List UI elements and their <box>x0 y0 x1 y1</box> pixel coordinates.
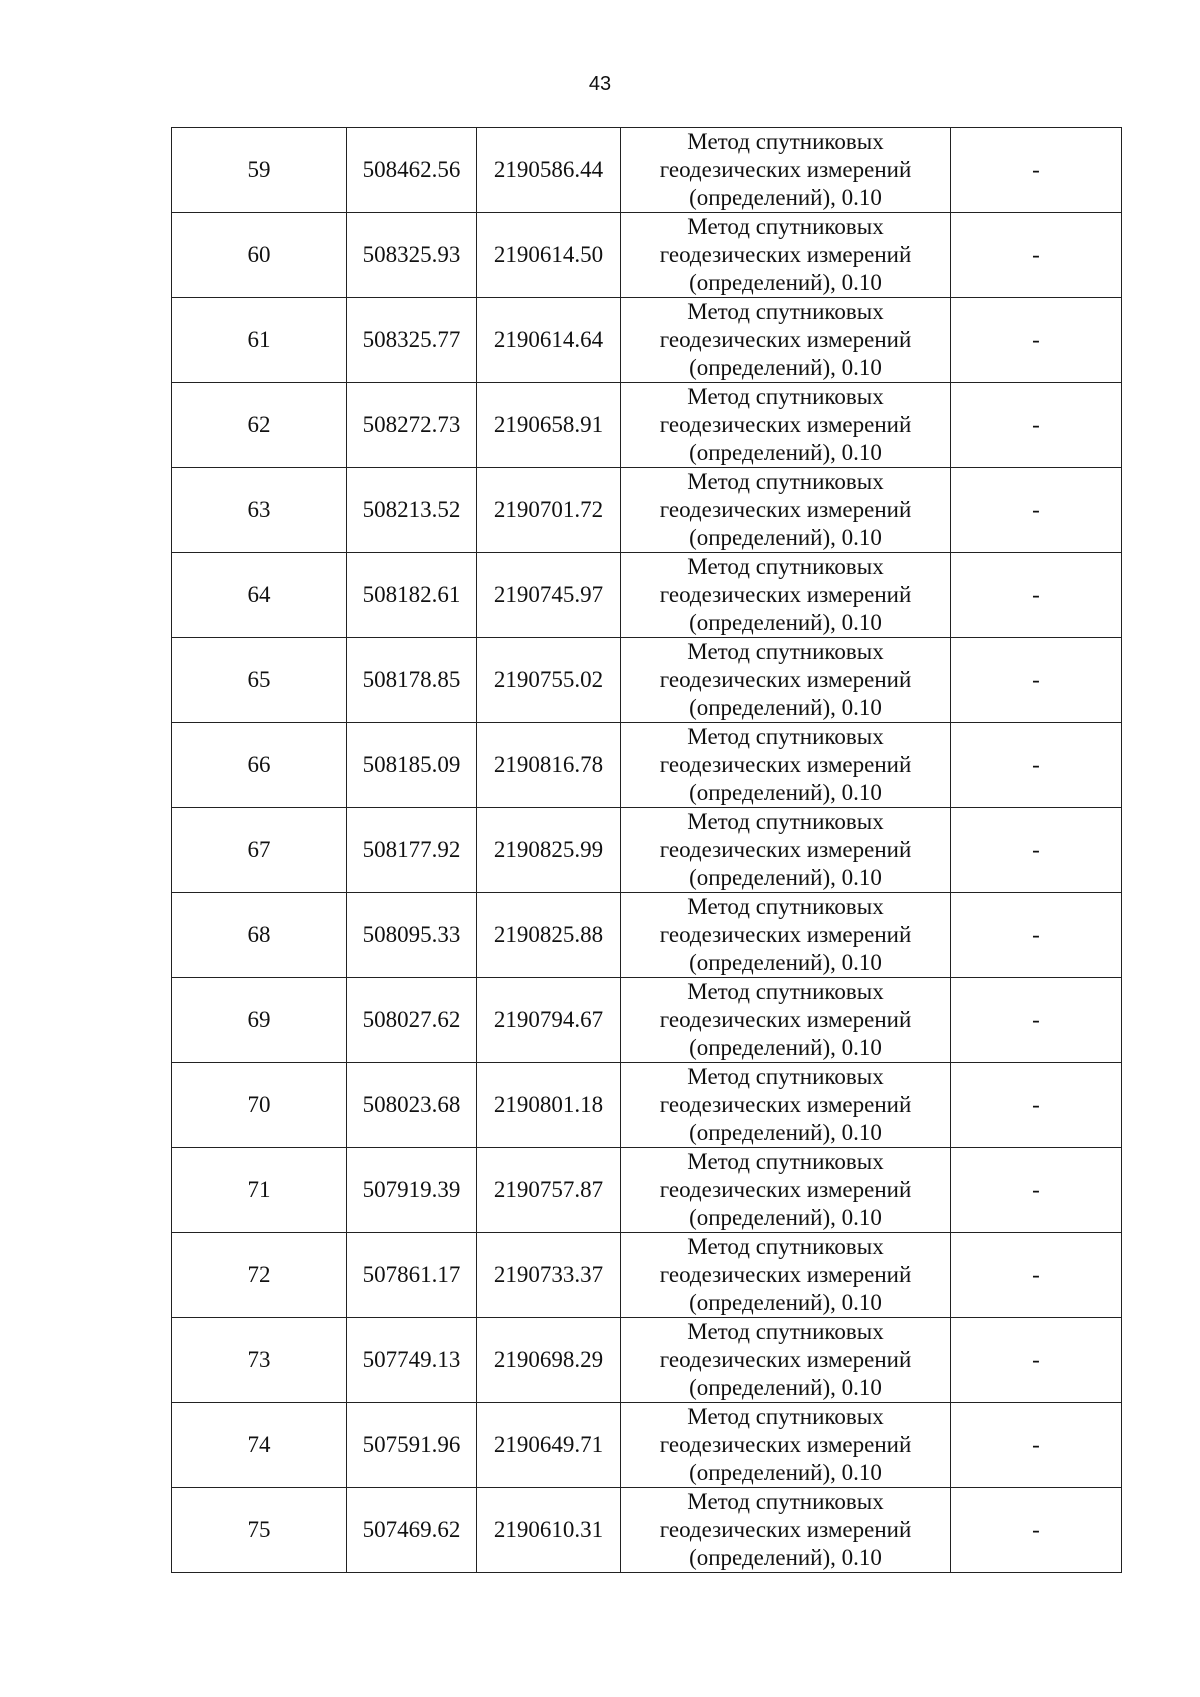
point-number-cell: 60 <box>172 213 347 298</box>
method-cell <box>621 893 951 978</box>
y-coordinate-cell: 2190757.87 <box>477 1148 621 1233</box>
method-line: геодезических измерений <box>659 582 912 607</box>
y-coordinate-cell: 2190698.29 <box>477 1318 621 1403</box>
point-number-cell: 65 <box>172 638 347 723</box>
point-number-cell: 62 <box>172 383 347 468</box>
point-number-cell: 66 <box>172 723 347 808</box>
method-cell <box>621 1148 951 1233</box>
x-coordinate-cell: 508325.93 <box>347 213 477 298</box>
method-line: Метод спутниковых <box>687 384 884 409</box>
method-line: геодезических измерений <box>659 667 912 692</box>
y-coordinate-cell: 2190610.31 <box>477 1488 621 1573</box>
method-line: Метод спутниковых <box>687 1489 884 1514</box>
method-line: Метод спутниковых <box>687 979 884 1004</box>
description-cell: - <box>951 213 1122 298</box>
y-coordinate-cell: 2190614.64 <box>477 298 621 383</box>
table-row <box>172 1318 1122 1403</box>
method-line: (определений), 0.10 <box>689 1035 882 1060</box>
point-number-cell: 69 <box>172 978 347 1063</box>
x-coordinate-cell: 507749.13 <box>347 1318 477 1403</box>
description-cell: - <box>951 468 1122 553</box>
x-coordinate-cell: 507919.39 <box>347 1148 477 1233</box>
method-line: геодезических измерений <box>659 837 912 862</box>
method-cell <box>621 298 951 383</box>
method-cell <box>621 1488 951 1573</box>
method-line: геодезических измерений <box>659 1007 912 1032</box>
table-row <box>172 1233 1122 1318</box>
y-coordinate-cell: 2190755.02 <box>477 638 621 723</box>
method-line: (определений), 0.10 <box>689 950 882 975</box>
table-row <box>172 1403 1122 1488</box>
method-line: (определений), 0.10 <box>689 270 882 295</box>
y-coordinate-cell: 2190586.44 <box>477 128 621 213</box>
method-line: (определений), 0.10 <box>689 1205 882 1230</box>
method-line: Метод спутниковых <box>687 724 884 749</box>
x-coordinate-cell: 508177.92 <box>347 808 477 893</box>
y-coordinate-cell: 2190794.67 <box>477 978 621 1063</box>
x-coordinate-cell: 508272.73 <box>347 383 477 468</box>
method-line: (определений), 0.10 <box>689 780 882 805</box>
table-row <box>172 1063 1122 1148</box>
y-coordinate-cell: 2190825.99 <box>477 808 621 893</box>
method-line: Метод спутниковых <box>687 809 884 834</box>
method-line: геодезических измерений <box>659 1432 912 1457</box>
description-cell: - <box>951 978 1122 1063</box>
y-coordinate-cell: 2190701.72 <box>477 468 621 553</box>
method-line: геодезических измерений <box>659 1177 912 1202</box>
method-line: (определений), 0.10 <box>689 1460 882 1485</box>
y-coordinate-cell: 2190825.88 <box>477 893 621 978</box>
method-cell <box>621 553 951 638</box>
y-coordinate-cell: 2190801.18 <box>477 1063 621 1148</box>
description-cell: - <box>951 1318 1122 1403</box>
coordinates-table <box>171 127 1122 1573</box>
method-line: Метод спутниковых <box>687 469 884 494</box>
x-coordinate-cell: 508095.33 <box>347 893 477 978</box>
method-line: (определений), 0.10 <box>689 1290 882 1315</box>
table-row <box>172 213 1122 298</box>
method-line: Метод спутниковых <box>687 1234 884 1259</box>
method-cell <box>621 723 951 808</box>
description-cell: - <box>951 298 1122 383</box>
point-number-cell: 64 <box>172 553 347 638</box>
method-line: геодезических измерений <box>659 1092 912 1117</box>
method-line: (определений), 0.10 <box>689 440 882 465</box>
x-coordinate-cell: 508178.85 <box>347 638 477 723</box>
method-cell <box>621 128 951 213</box>
y-coordinate-cell: 2190733.37 <box>477 1233 621 1318</box>
method-line: Метод спутниковых <box>687 129 884 154</box>
x-coordinate-cell: 508185.09 <box>347 723 477 808</box>
table-row <box>172 298 1122 383</box>
x-coordinate-cell: 508182.61 <box>347 553 477 638</box>
description-cell: - <box>951 553 1122 638</box>
point-number-cell: 61 <box>172 298 347 383</box>
method-line: (определений), 0.10 <box>689 1120 882 1145</box>
description-cell: - <box>951 1488 1122 1573</box>
point-number-cell: 72 <box>172 1233 347 1318</box>
method-line: геодезических измерений <box>659 922 912 947</box>
method-line: Метод спутниковых <box>687 1319 884 1344</box>
method-cell <box>621 808 951 893</box>
y-coordinate-cell: 2190614.50 <box>477 213 621 298</box>
y-coordinate-cell: 2190816.78 <box>477 723 621 808</box>
table-row <box>172 808 1122 893</box>
method-cell <box>621 1063 951 1148</box>
method-line: геодезических измерений <box>659 1517 912 1542</box>
description-cell: - <box>951 1233 1122 1318</box>
method-line: геодезических измерений <box>659 752 912 777</box>
table-row <box>172 1488 1122 1573</box>
page-number: 43 <box>588 73 612 95</box>
x-coordinate-cell: 507861.17 <box>347 1233 477 1318</box>
description-cell: - <box>951 808 1122 893</box>
y-coordinate-cell: 2190649.71 <box>477 1403 621 1488</box>
method-line: геодезических измерений <box>659 1262 912 1287</box>
table-row <box>172 553 1122 638</box>
method-line: Метод спутниковых <box>687 1064 884 1089</box>
description-cell: - <box>951 723 1122 808</box>
method-line: (определений), 0.10 <box>689 185 882 210</box>
coordinates-table-body <box>172 128 1122 1573</box>
method-line: (определений), 0.10 <box>689 355 882 380</box>
method-line: Метод спутниковых <box>687 1149 884 1174</box>
method-line: геодезических измерений <box>659 327 912 352</box>
method-cell <box>621 1318 951 1403</box>
y-coordinate-cell: 2190745.97 <box>477 553 621 638</box>
point-number-cell: 73 <box>172 1318 347 1403</box>
point-number-cell: 68 <box>172 893 347 978</box>
method-cell <box>621 213 951 298</box>
method-line: (определений), 0.10 <box>689 1545 882 1570</box>
x-coordinate-cell: 508027.62 <box>347 978 477 1063</box>
method-line: Метод спутниковых <box>687 554 884 579</box>
point-number-cell: 75 <box>172 1488 347 1573</box>
x-coordinate-cell: 508462.56 <box>347 128 477 213</box>
table-row <box>172 383 1122 468</box>
x-coordinate-cell: 508325.77 <box>347 298 477 383</box>
method-line: Метод спутниковых <box>687 639 884 664</box>
method-line: Метод спутниковых <box>687 1404 884 1429</box>
table-row <box>172 468 1122 553</box>
y-coordinate-cell: 2190658.91 <box>477 383 621 468</box>
x-coordinate-cell: 507469.62 <box>347 1488 477 1573</box>
table-row <box>172 1148 1122 1233</box>
method-line: геодезических измерений <box>659 497 912 522</box>
point-number-cell: 70 <box>172 1063 347 1148</box>
x-coordinate-cell: 507591.96 <box>347 1403 477 1488</box>
table-row <box>172 638 1122 723</box>
table-row <box>172 978 1122 1063</box>
point-number-cell: 71 <box>172 1148 347 1233</box>
method-line: (определений), 0.10 <box>689 865 882 890</box>
method-line: геодезических измерений <box>659 412 912 437</box>
description-cell: - <box>951 893 1122 978</box>
description-cell: - <box>951 1063 1122 1148</box>
description-cell: - <box>951 383 1122 468</box>
method-line: (определений), 0.10 <box>689 525 882 550</box>
method-line: Метод спутниковых <box>687 299 884 324</box>
method-line: (определений), 0.10 <box>689 610 882 635</box>
point-number-cell: 74 <box>172 1403 347 1488</box>
method-line: (определений), 0.10 <box>689 695 882 720</box>
table-row <box>172 723 1122 808</box>
x-coordinate-cell: 508213.52 <box>347 468 477 553</box>
table-row <box>172 893 1122 978</box>
point-number-cell: 59 <box>172 128 347 213</box>
method-line: Метод спутниковых <box>687 214 884 239</box>
method-cell <box>621 1233 951 1318</box>
method-cell <box>621 383 951 468</box>
method-cell <box>621 468 951 553</box>
point-number-cell: 67 <box>172 808 347 893</box>
table-row <box>172 128 1122 213</box>
description-cell: - <box>951 1148 1122 1233</box>
x-coordinate-cell: 508023.68 <box>347 1063 477 1148</box>
method-line: Метод спутниковых <box>687 894 884 919</box>
description-cell: - <box>951 638 1122 723</box>
point-number-cell: 63 <box>172 468 347 553</box>
method-line: геодезических измерений <box>659 242 912 267</box>
method-cell <box>621 978 951 1063</box>
method-cell <box>621 1403 951 1488</box>
method-line: геодезических измерений <box>659 1347 912 1372</box>
method-line: (определений), 0.10 <box>689 1375 882 1400</box>
description-cell: - <box>951 1403 1122 1488</box>
description-cell: - <box>951 128 1122 213</box>
method-cell <box>621 638 951 723</box>
method-line: геодезических измерений <box>659 157 912 182</box>
